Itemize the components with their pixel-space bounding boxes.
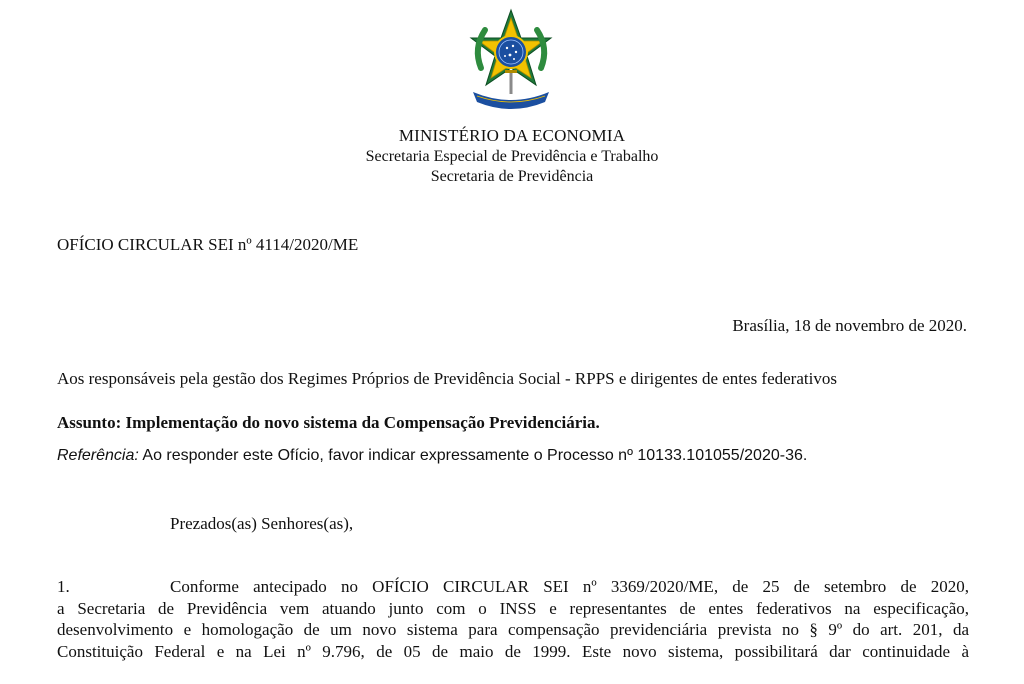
paragraph-1-line-1 [57, 576, 969, 598]
brazil-coat-of-arms-icon [463, 8, 559, 112]
greeting: Prezados(as) Senhores(as), [170, 514, 354, 533]
secretariat-title: Secretaria de Previdência [430, 168, 594, 185]
reference-text: Ao responder este Ofício, favor indicar expressamente o Processo nº 10133.101055/2020-36. [138, 447, 808, 464]
paragraph-1 [57, 576, 969, 662]
reference-label: Referência: [57, 447, 139, 464]
ministry-title: MINISTÉRIO DA ECONOMIA [398, 126, 626, 145]
date-line: Brasília, 18 de novembro de 2020. [732, 316, 967, 335]
subject-line: Assunto: Implementação do novo sistema da Compensação Previdenciária. [57, 413, 600, 432]
paragraph-1-line-1-text: Conforme antecipado no OFÍCIO CIRCULAR SEI nº 3369/2020/ME, de 25 de setembro de 2020, [170, 577, 969, 596]
paragraph-1-line-4: Constituição Federal e na Lei nº 9.796, de 05 de maio de 1999. Este novo sistema, possibilitará dar continuidade à [57, 641, 969, 661]
special-secretariat-title: Secretaria Especial de Previdência e Trabalho [365, 148, 659, 165]
paragraph-1-line-2: a Secretaria de Previdência vem atuando junto com o INSS e representantes de entes federativos na especificação, [57, 598, 969, 618]
addressee: Aos responsáveis pela gestão dos Regimes Próprios de Previdência Social - RPPS e dirigentes de entes federativos [57, 369, 837, 388]
paragraph-1-line-3: desenvolvimento e homologação de um novo sistema para compensação previdenciária prevista no § 9º do art. 201, da [57, 620, 969, 639]
reference-line [57, 447, 807, 465]
document-number: OFÍCIO CIRCULAR SEI nº 4114/2020/ME [57, 235, 359, 254]
paragraph-number: 1. [57, 577, 70, 596]
